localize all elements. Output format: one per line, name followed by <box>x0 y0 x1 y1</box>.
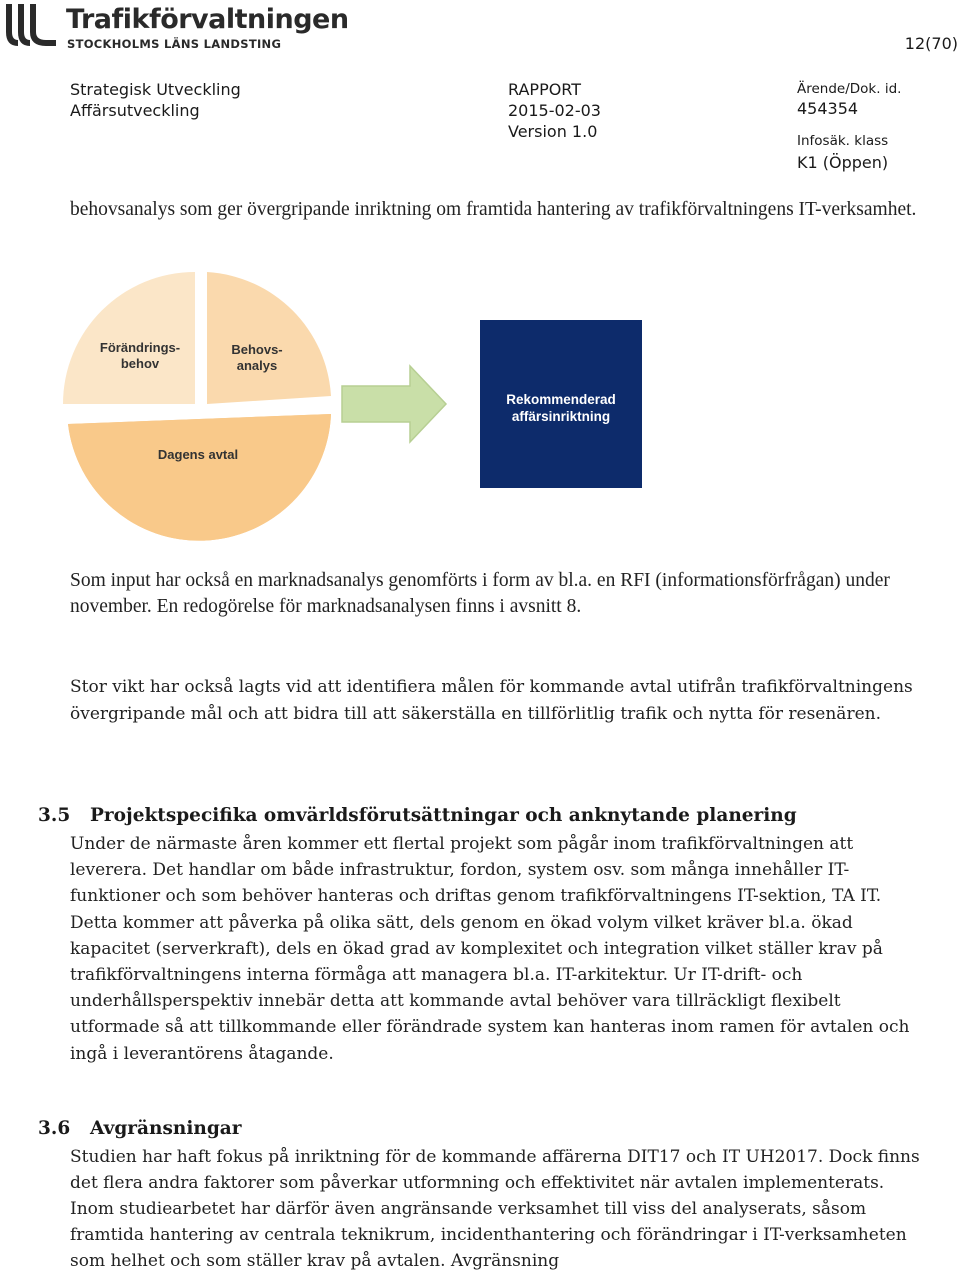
pie-segment-behovsanalys <box>207 272 331 404</box>
paragraph-intro: behovsanalys som ger övergripande inriktning om framtida hantering av trafikförvaltningens IT-verksamhet. <box>70 199 917 220</box>
section-text-3-6: Studien har haft fokus på inriktning för de kommande affärerna DIT17 och IT UH2017. Dock finns det flera andra faktorer som påverkar utformning och effektivitet när avtalen implementerats. Inom studiearbetet har därför även angränsande verksamhet till viss del analyserats, såsom framtida hantering av centrala teknikrum, incidenthantering och förändringar i IT-verksamheten som helhet och som ställer krav på avtalen. Avgränsning <box>70 1147 920 1271</box>
section-title: Avgränsningar <box>90 1118 242 1139</box>
section-title: Projektspecifika omvärldsförutsättningar och anknytande planering <box>90 805 797 826</box>
document-date: 2015-02-03 <box>508 101 601 120</box>
document-version: Version 1.0 <box>508 122 598 141</box>
section-number: 3.6 <box>38 1118 71 1139</box>
paragraph-market-analysis: Som input har också en marknadsanalys genomförts i form av bl.a. en RFI (informationsförfrågan) under november. En redogörelse för marknadsanalysen finns i avsnitt 8. <box>70 570 890 617</box>
result-label-1: Rekommenderad <box>506 392 616 407</box>
header-document-info <box>508 79 601 142</box>
logo-name: Trafikförvaltningen <box>66 4 349 35</box>
section-heading-3-6 <box>38 1118 242 1139</box>
section-text-3-5: Under de närmaste åren kommer ett flertal projekt som pågår inom trafikförvaltningen att leverera. Det handlar om både infrastruktur, fordon, system osv. som många innehåller IT-funktioner och som behöver hanteras och driftas genom trafikförvaltningens IT-sektion, TA IT. Detta kommer att påverka på olika sätt, dels genom en ökad volym vilket kräver bl.a. ökad kapacitet (serverkraft), dels en ökad grad av komplexitet och integration vilket ställer krav på trafikförvaltningens interna förmåga att managera bl.a. IT-arkitektur. Ur IT-drift- och underhållsperspektiv innebär detta att kommande avtal behöver vara tillräckligt flexibelt utformade så att tillkommande eller förändrade system kan hanteras inom ramen för avtalen och ingå i leverantörens åtagande. <box>70 834 910 1064</box>
header-case-info <box>797 79 901 173</box>
security-class-label: Infosäk. klass <box>797 133 889 149</box>
document-type: RAPPORT <box>508 80 582 99</box>
department-line2: Affärsutveckling <box>70 101 200 120</box>
pie-segment-forandringsbehov <box>63 272 195 404</box>
section-number: 3.5 <box>38 805 71 826</box>
organization-logo <box>2 2 349 52</box>
page-number: 12(70) <box>904 34 958 53</box>
segment-label-behovsanalys-1: Behovs- <box>231 342 283 357</box>
segment-label-dagens-avtal: Dagens avtal <box>157 447 239 462</box>
security-class-value: K1 (Öppen) <box>797 153 889 172</box>
arrow-icon <box>342 366 446 442</box>
header-department <box>70 79 241 121</box>
department-line1: Strategisk Utveckling <box>70 80 241 99</box>
paragraph-goals: Stor vikt har också lagts vid att identifiera målen för kommande avtal utifrån trafikförvaltningens övergripande mål och att bidra till att säkerställa en tillförlitlig trafik och nytta för resenären. <box>70 677 913 724</box>
process-diagram <box>60 268 660 548</box>
case-id-value: 454354 <box>797 99 859 118</box>
section-heading-3-5 <box>38 805 797 826</box>
case-id-label: Ärende/Dok. id. <box>797 81 902 97</box>
segment-label-forandringsbehov-2: behov <box>120 356 160 371</box>
pie-chart <box>63 272 331 541</box>
result-label-2: affärsinriktning <box>511 409 611 424</box>
logo-subtitle: STOCKHOLMS LÄNS LANDSTING <box>67 37 282 51</box>
segment-label-behovsanalys-2: analys <box>236 358 278 373</box>
logo-mark-icon <box>2 2 58 50</box>
segment-label-forandringsbehov-1: Förändrings- <box>99 340 181 355</box>
